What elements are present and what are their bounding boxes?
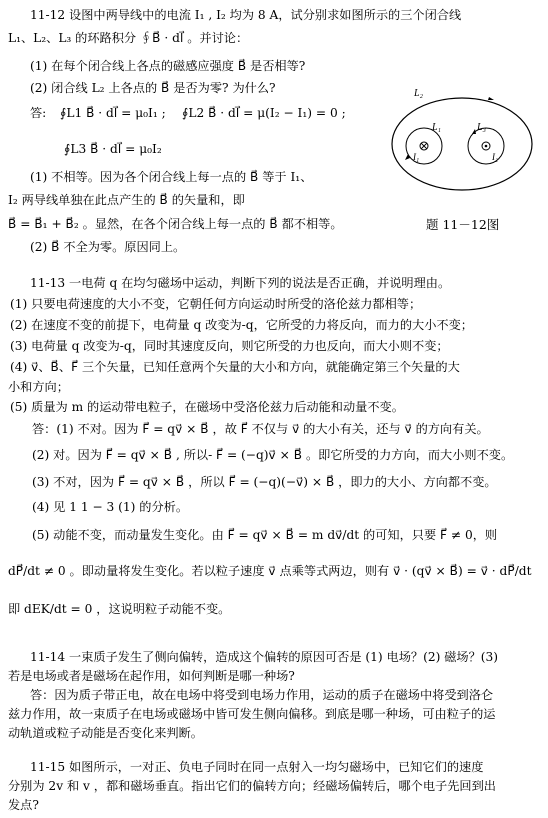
problem-11-15-line-3: 发点? bbox=[8, 798, 39, 812]
label-L1: L₁ bbox=[432, 122, 442, 133]
label-L3: L₃ bbox=[477, 122, 487, 133]
problem-11-13-item-1: (1) 只要电荷速度的大小不变，它朝任何方向运动时所受的洛伦兹力都相等； bbox=[10, 297, 422, 311]
label-I2: I₂ bbox=[492, 152, 499, 162]
loop-L2 bbox=[392, 98, 532, 190]
problem-11-13-answer-5: (5) 动能不变，而动量发生变化。由 F⃗ = qv⃗ × B⃗ = m dv⃗/dt 的可知，只要 F⃗ ≠ 0，则 bbox=[32, 528, 498, 542]
problem-11-15-line-2: 分别为 2v 和 v ，都和磁场垂直。指出它们的偏转方向；经磁场偏转后，哪个电子先回到出 bbox=[8, 779, 496, 793]
equation-L3: ∮L3 B⃗ · dl⃗ = μ₀I₂ bbox=[64, 142, 162, 156]
problem-11-13-item-5: (5) 质量为 m 的运动带电粒子，在磁场中受洛伦兹力后动能和动量不变。 bbox=[10, 400, 404, 414]
problem-11-12-line-1: 11-12 设图中两导线中的电流 I₁ , I₂ 均为 8 A，试分别求如图所示的三个闭合线 bbox=[30, 8, 462, 22]
problem-11-13-answer-2: (2) 对。因为 F⃗ = qv⃗ × B⃗ , 所以- F⃗ = (−q)v⃗ × B⃗ 。即它所受的力方向，而大小则不变。 bbox=[32, 448, 514, 462]
arrow-L1 bbox=[405, 154, 410, 160]
wire-I1-cross bbox=[421, 143, 427, 149]
problem-11-13-item-3: (3) 电荷量 q 改变为-q，同时其速度反向，则它所受的力也反向，而大小则不变； bbox=[10, 339, 449, 353]
arrow-L2 bbox=[488, 97, 494, 100]
equation-L2: ∮L2 B⃗ · dl⃗ = μ(I₂ − I₁) = 0 ; bbox=[182, 106, 346, 120]
problem-11-13-answer-1: 答：(1) 不对。因为 F⃗ = qv⃗ × B⃗ ，故 F⃗ 不仅与 v⃗ 的大小有关，还与 v⃗ 的方向有关。 bbox=[32, 422, 489, 436]
problem-11-13-item-4-cont: 小和方向； bbox=[8, 380, 69, 394]
problem-11-12-line-2: L₁、L₂、L₃ 的环路积分 ∮B⃗ · dl⃗ 。并讨论： bbox=[8, 31, 249, 45]
arrow-L3 bbox=[472, 129, 476, 134]
problem-11-13-line-1: 11-13 一电荷 q 在均匀磁场中运动，判断下列的说法是否正确，并说明理由。 bbox=[30, 276, 451, 290]
problem-11-12-question-1: (1) 在每个闭合线上各点的磁感应强度 B⃗ 是否相等? bbox=[30, 59, 306, 73]
problem-11-12-question-2: (2) 闭合线 L₂ 上各点的 B⃗ 是否为零? 为什么? bbox=[30, 81, 276, 95]
problem-11-14-line-2: 若是电场或者是磁场在起作用，如何判断是哪一种场? bbox=[8, 669, 295, 683]
answer-label: 答: bbox=[30, 106, 47, 120]
problem-11-13-answer-5-conclusion: 即 dEK/dt = 0 ，这说明粒子动能不变。 bbox=[8, 602, 231, 616]
answer-1-line-3: B⃗ = B⃗₁ + B⃗₂ 。显然，在各个闭合线上每一点的 B⃗ 都不相等。 bbox=[8, 217, 343, 231]
problem-11-14-answer-3: 动轨道或粒子动能是否变化来判断。 bbox=[8, 726, 203, 740]
problem-11-14-answer-1: 答：因为质子带正电，故在电场中将受到电场力作用，运动的质子在磁场中将受到洛仑 bbox=[30, 688, 494, 702]
label-L2: L₂ bbox=[414, 88, 424, 99]
problem-11-13-answer-4: (4) 见 1 1 − 3 (1) 的分析。 bbox=[32, 500, 189, 514]
answer-1-line-2: I₂ 两导线单独在此点产生的 B⃗ 的矢量和，即 bbox=[8, 193, 245, 207]
wire-I2-dot bbox=[485, 145, 488, 148]
problem-11-14-line-1: 11-14 一束质子发生了侧向偏转，造成这个偏转的原因可否是 (1) 电场？(2) 磁场？(3) bbox=[30, 650, 499, 664]
equation-L1: ∮L1 B⃗ · dl⃗ = μ₀I₁ ; bbox=[60, 106, 166, 120]
problem-11-13-item-2: (2) 在速度不变的前提下，电荷量 q 改变为-q，它所受的力将反向，而力的大小不变； bbox=[10, 318, 473, 332]
answer-2: (2) B⃗ 不全为零。原因同上。 bbox=[30, 240, 186, 254]
problem-11-13-item-4: (4) v⃗、B⃗、F⃗ 三个矢量，已知任意两个矢量的大小和方向，就能确定第三个矢量的大 bbox=[10, 360, 460, 374]
problem-11-14-answer-2: 兹力作用，故一束质子在电场或磁场中皆可发生侧向偏移。到底是哪一种场，可由粒子的运 bbox=[8, 707, 496, 721]
figure-caption: 题 11－12图 bbox=[426, 217, 500, 232]
problem-11-13-answer-3: (3) 不对，因为 F⃗ = qv⃗ × B⃗ ，所以 F⃗ = (−q)(−v⃗) × B⃗ ，即力的大小、方向都不变。 bbox=[32, 475, 497, 489]
problem-11-13-answer-5-cont: dP⃗/dt ≠ 0 。即动量将发生变化。若以粒子速度 v⃗ 点乘等式两边，则有 v⃗ · (qv⃗ × B⃗) = v⃗ · dP⃗/dt bbox=[8, 564, 532, 578]
label-I1: I₁ bbox=[413, 152, 420, 162]
answer-1-line-1: (1) 不相等。因为各个闭合线上每一点的 B⃗ 等于 I₁、 bbox=[30, 170, 313, 184]
problem-11-15-line-1: 11-15 如图所示，一对正、负电子同时在同一点射入一均匀磁场中，已知它们的速度 bbox=[30, 760, 484, 774]
